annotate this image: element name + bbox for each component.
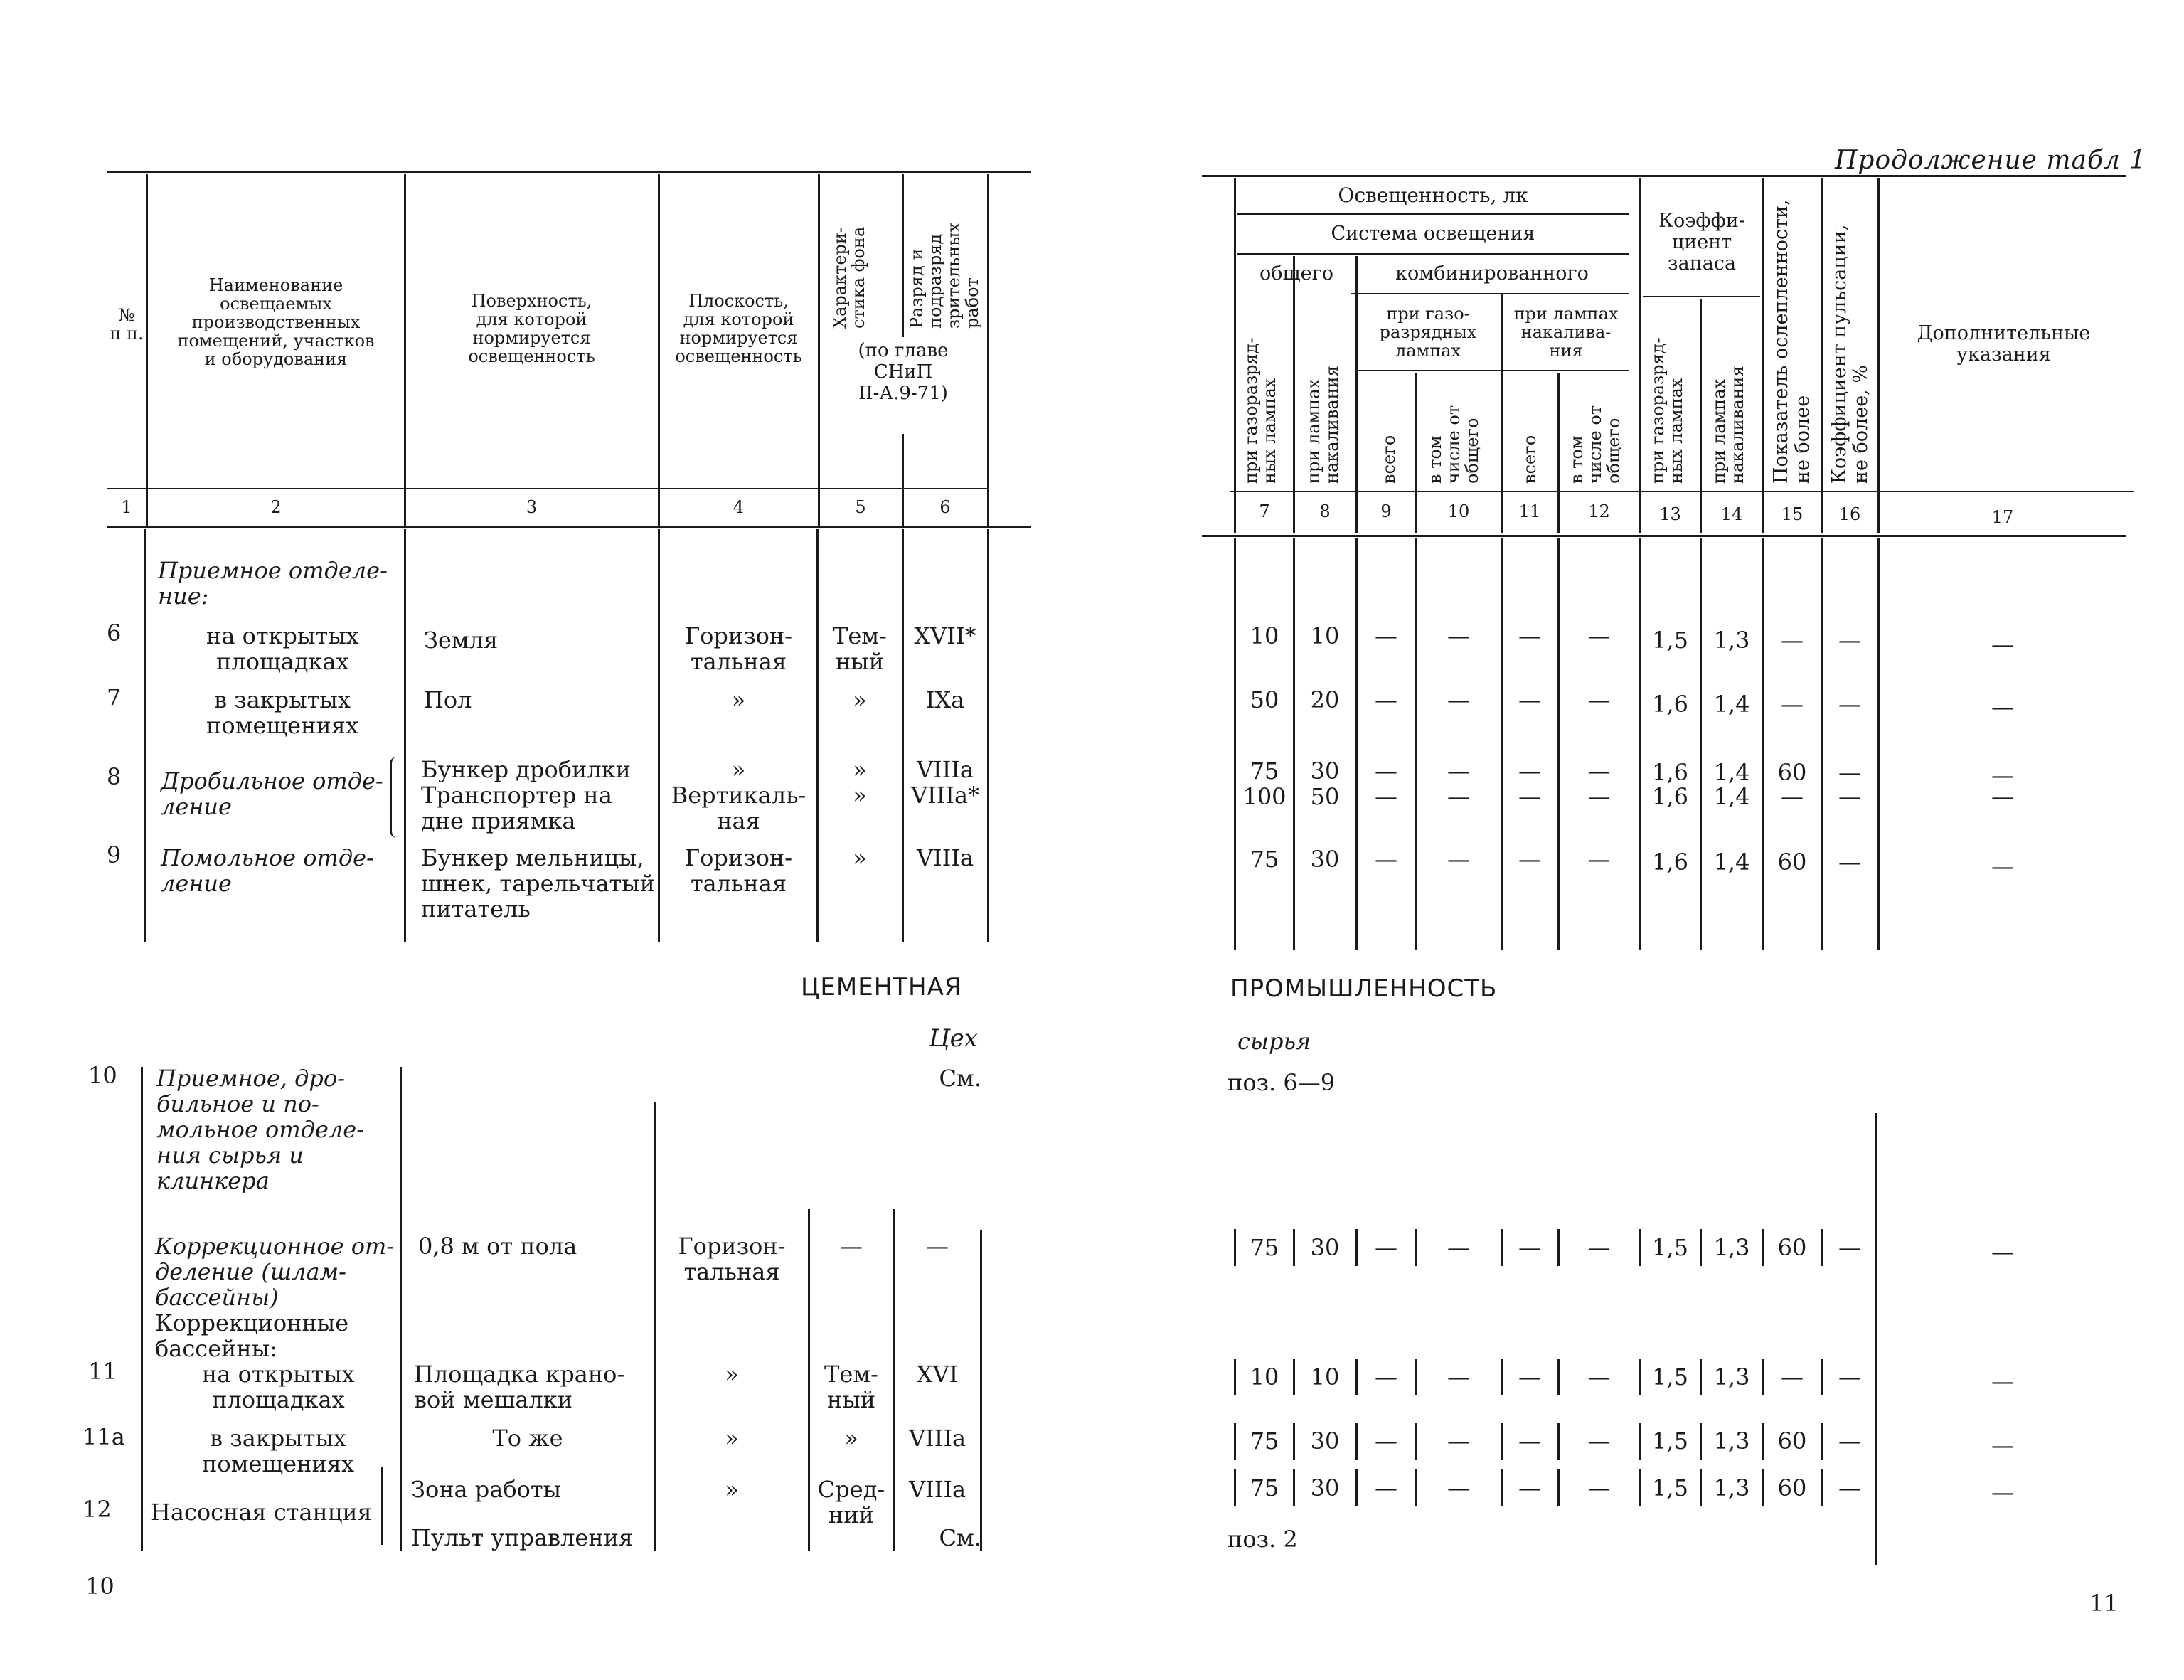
row6-c13: 1,5 — [1652, 627, 1688, 654]
row11a-surface: То же — [492, 1425, 563, 1452]
row9-c15: 60 — [1777, 849, 1807, 876]
row8a-c15: 60 — [1777, 759, 1807, 786]
row12-grade: VIIIa — [908, 1476, 966, 1503]
row9-c7: 75 — [1250, 846, 1279, 873]
row6-c10: — — [1447, 622, 1470, 649]
body-vline — [1821, 538, 1823, 950]
body-vline — [1639, 538, 1641, 950]
row6-c8: 10 — [1310, 622, 1340, 649]
row10-num: 10 — [88, 1062, 117, 1089]
colnum-3: 3 — [526, 497, 538, 517]
r12-cell-7: 75 — [1250, 1474, 1279, 1501]
header-c15: Показатель ослепленности, не более — [1770, 199, 1813, 484]
row7-c12: — — [1587, 686, 1611, 713]
row6-c9: — — [1375, 622, 1397, 649]
r11-cell-10: — — [1447, 1363, 1470, 1391]
row6-surface: Земля — [424, 627, 499, 654]
row8b-c12: — — [1587, 783, 1611, 810]
corr-bg: — — [840, 1233, 863, 1260]
colnum-9: 9 — [1380, 501, 1392, 521]
r11-cell-11: — — [1518, 1363, 1541, 1391]
row8a-c13: 1,6 — [1652, 759, 1688, 786]
r11a-cell-10: — — [1447, 1428, 1470, 1455]
corr-grade: — — [926, 1233, 949, 1260]
row8-plane2: Вертикаль- ная — [671, 782, 806, 834]
header-col2: Наименование освещаемых производственных помещений, участков и оборудования — [177, 275, 375, 369]
row11-surface: Площадка крано- вой мешалки — [414, 1361, 625, 1413]
row7-c7: 50 — [1250, 686, 1279, 713]
row8b-c10: — — [1447, 783, 1470, 810]
shop-left: Цех — [929, 1024, 978, 1053]
body-vline — [144, 529, 146, 942]
right-header-vline — [1762, 178, 1764, 533]
row7-name: в закрытых помещениях — [206, 686, 358, 739]
row9-c12: — — [1587, 846, 1611, 873]
industry-left: ЦЕМЕНТНАЯ — [801, 973, 962, 1001]
colnum-15: 15 — [1781, 504, 1804, 524]
row6-c14: 1,3 — [1713, 627, 1750, 654]
row6-c11: — — [1518, 622, 1541, 649]
right-header-vline — [1234, 178, 1236, 533]
row11-plane: » — [725, 1361, 739, 1388]
r11-cell-15: — — [1781, 1363, 1804, 1391]
row9-bg: » — [853, 844, 867, 871]
row12-num: 12 — [82, 1496, 112, 1523]
body-vline — [1700, 538, 1702, 950]
row8-plane1: » — [731, 756, 746, 783]
row7-c9: — — [1375, 686, 1397, 713]
body-vline — [980, 1230, 982, 1551]
row9-surface: Бункер мельницы, шнек, тарельчатый питатель — [421, 844, 656, 923]
right-header-vline — [1355, 256, 1358, 533]
colnum-11: 11 — [1518, 501, 1541, 521]
row9-c16: — — [1838, 849, 1861, 876]
r11a-cell-15: 60 — [1777, 1428, 1807, 1455]
r11a-cell-16: — — [1838, 1428, 1861, 1455]
row8a-c17: — — [1991, 762, 2014, 789]
colnum-16: 16 — [1838, 504, 1861, 524]
corr-cell-15: 60 — [1777, 1234, 1807, 1261]
header-rule — [1358, 370, 1629, 371]
body-vline — [1762, 538, 1764, 950]
row8-name: Дробильное отде- ление — [161, 767, 383, 820]
row8a-c7: 75 — [1250, 757, 1279, 785]
industry-right: ПРОМЫШЛЕННОСТЬ — [1230, 974, 1498, 1003]
r11a-cell-14: 1,3 — [1713, 1428, 1750, 1455]
colnum-17: 17 — [1991, 507, 2014, 527]
continuation-label: Продолжение табл 1 — [1835, 146, 2147, 175]
r11-cell-8: 10 — [1310, 1363, 1340, 1391]
row9-c11: — — [1518, 846, 1541, 873]
row9-c17: — — [1991, 853, 2014, 880]
row8b-c13: 1,6 — [1652, 783, 1688, 810]
row6-c17: — — [1991, 631, 2014, 658]
right-header-vline — [1700, 299, 1702, 533]
r12-cell-14: 1,3 — [1713, 1474, 1750, 1501]
r11a-cell-17: — — [1991, 1432, 2014, 1459]
body-vline — [1501, 538, 1503, 950]
r12-cell-17: — — [1991, 1479, 2014, 1506]
row7-c11: — — [1518, 686, 1541, 713]
colnum-7: 7 — [1259, 501, 1270, 521]
row7-grade: IXa — [925, 686, 965, 713]
left-header-vline — [987, 174, 989, 526]
r11-cell-12: — — [1587, 1363, 1611, 1391]
row7-surface: Пол — [424, 686, 472, 713]
header-illuminance: Освещенность, лк — [1338, 184, 1528, 207]
row9-c13: 1,6 — [1652, 849, 1688, 876]
row11-grade: XVI — [916, 1361, 959, 1388]
r12-cell-8: 30 — [1310, 1474, 1340, 1501]
row8a-c12: — — [1587, 757, 1611, 785]
row8-surface1: Бункер дробилки — [421, 756, 631, 783]
header-col6: Разряд и подразряд зрительных работ — [907, 223, 982, 329]
row9-c8: 30 — [1310, 846, 1340, 873]
body-vline — [1557, 538, 1560, 950]
header-rule — [1237, 253, 1629, 255]
row6-c16: — — [1838, 627, 1861, 654]
header-c9: всего — [1379, 435, 1399, 484]
header-c7: при газоразряд- ных лампах — [1241, 337, 1279, 484]
row11a-num: 11а — [82, 1423, 125, 1450]
row12-surface2: Пульт управления — [411, 1524, 634, 1551]
section-title-receiving: Приемное отделе- ние: — [158, 557, 388, 610]
row8-brace — [390, 757, 400, 838]
row8-grade1: VIIIa — [916, 756, 974, 783]
body-vline — [1234, 538, 1236, 950]
row8-bg2: » — [853, 782, 867, 809]
row7-plane: » — [731, 686, 746, 713]
r11-cell-9: — — [1375, 1363, 1397, 1391]
colnum-6: 6 — [939, 497, 951, 517]
body-vline — [404, 529, 406, 942]
page-number-left: 10 — [85, 1573, 114, 1600]
row10-name: Приемное, дро- бильное и по- мольное отделе- ния сырья и клинкера — [156, 1065, 364, 1194]
left-header-numbers-rule — [107, 526, 1031, 528]
row9-c14: 1,4 — [1713, 849, 1750, 876]
row12-name: Насосная станция — [151, 1499, 372, 1526]
row8b-c8: 50 — [1310, 783, 1340, 810]
row9-grade: VIIIa — [916, 844, 974, 871]
row8a-c16: — — [1838, 759, 1861, 786]
header-gas: при газо- разрядных лампах — [1379, 304, 1477, 361]
header-general: общего — [1259, 262, 1333, 285]
header-c10: в том числе от общего — [1425, 405, 1482, 484]
row11-num: 11 — [88, 1358, 117, 1385]
header-c8: при лампах накаливания — [1304, 366, 1342, 484]
row10-see: См. — [939, 1065, 981, 1092]
colnum-5: 5 — [855, 497, 866, 517]
r11-cell-14: 1,3 — [1713, 1363, 1750, 1391]
row8b-c17: — — [1991, 783, 2014, 810]
body-vline — [400, 1067, 402, 1551]
row8b-c15: — — [1781, 783, 1804, 810]
colnum-1: 1 — [121, 497, 132, 517]
corr-surface: 0,8 м от пола — [418, 1233, 577, 1260]
corr-cell-16: — — [1838, 1234, 1861, 1261]
row11-bg: Тем- ный — [824, 1361, 878, 1413]
corr-cell-11: — — [1518, 1234, 1541, 1261]
r12-cell-16: — — [1838, 1474, 1861, 1501]
corr-cell-9: — — [1375, 1234, 1397, 1261]
colnum-4: 4 — [733, 497, 745, 517]
header-col5: Характери- стика фона — [830, 226, 868, 329]
r12-cell-10: — — [1447, 1474, 1470, 1501]
row9-c10: — — [1447, 846, 1470, 873]
row6-name: на открытых площадках — [206, 622, 359, 675]
r11a-cell-8: 30 — [1310, 1428, 1340, 1455]
row8a-c14: 1,4 — [1713, 759, 1750, 786]
r12-cell-11: — — [1518, 1474, 1541, 1501]
header-col3: Поверхность, для которой нормируется освещенность — [468, 291, 595, 366]
corr-cell-7: 75 — [1250, 1234, 1279, 1261]
row7-c17: — — [1991, 693, 2014, 721]
corr-name: Коррекционное от- деление (шлам- бассейны) — [155, 1233, 395, 1311]
header-col4: Плоскость, для которой нормируется освещенность — [675, 291, 802, 366]
row10-ref: поз. 6—9 — [1227, 1069, 1336, 1096]
page-number-right: 11 — [2089, 1590, 2119, 1617]
right-header-vline — [1821, 178, 1823, 533]
row12-bg: Сред- ний — [817, 1476, 885, 1529]
row11-name: на открытых площадках — [202, 1361, 355, 1413]
row7-num: 7 — [107, 684, 122, 711]
row8a-c11: — — [1518, 757, 1541, 785]
r12-cell-13: 1,5 — [1652, 1474, 1688, 1501]
header-c12: в том числе от общего — [1567, 405, 1624, 484]
row8a-c10: — — [1447, 757, 1470, 785]
header-coef: Коэффи- циент запаса — [1658, 210, 1745, 275]
row12-surface1: Зона работы — [411, 1476, 562, 1503]
header-inc: при лампах накалива- ния — [1513, 304, 1619, 361]
row6-c12: — — [1587, 622, 1611, 649]
row7-c14: 1,4 — [1713, 691, 1750, 718]
header-c13: при газоразряд- ных лампах — [1648, 337, 1686, 484]
body-vline — [1293, 538, 1295, 950]
header-rule — [1351, 293, 1629, 294]
r12-cell-12: — — [1587, 1474, 1611, 1501]
row12-see: См. — [939, 1524, 981, 1551]
row12-plane: » — [725, 1476, 739, 1503]
r11-cell-17: — — [1991, 1368, 2014, 1395]
colnum-2: 2 — [270, 497, 282, 517]
row11a-name: в закрытых помещениях — [202, 1425, 354, 1477]
body-vline — [1877, 538, 1880, 950]
r11a-cell-12: — — [1587, 1428, 1611, 1455]
colnum-14: 14 — [1720, 504, 1743, 524]
right-header-vline — [1293, 256, 1295, 533]
header-col56-note: (по главе СНиП II-А.9-71) — [858, 340, 949, 404]
row11a-plane: » — [725, 1425, 739, 1452]
row12-ref: поз. 2 — [1227, 1526, 1298, 1553]
row8-num: 8 — [107, 763, 122, 790]
corr-plane: Горизон- тальная — [678, 1233, 786, 1285]
row8a-c8: 30 — [1310, 757, 1340, 785]
left-header-bottom-rule — [107, 488, 989, 489]
colnum-10: 10 — [1447, 501, 1470, 521]
body-vline — [141, 1067, 143, 1551]
header-rule — [1237, 213, 1629, 215]
row8b-c7: 100 — [1242, 783, 1287, 810]
colnum-8: 8 — [1319, 501, 1331, 521]
header-c14: при лампах накаливания — [1709, 366, 1747, 484]
row7-c8: 20 — [1310, 686, 1340, 713]
colnum-12: 12 — [1588, 501, 1610, 521]
row6-c7: 10 — [1250, 622, 1279, 649]
right-header-vline — [1877, 178, 1880, 533]
row8-bg1: » — [853, 756, 867, 783]
header-rule — [1643, 296, 1760, 297]
r11a-cell-7: 75 — [1250, 1428, 1279, 1455]
corr-cell-10: — — [1447, 1234, 1470, 1261]
r11a-cell-9: — — [1375, 1428, 1397, 1455]
row6-plane: Горизон- тальная — [684, 622, 793, 675]
header-combined: комбинированного — [1395, 262, 1589, 285]
body-vline — [1355, 538, 1358, 950]
row8-surface2: Транспортер на дне приямка — [421, 782, 612, 834]
row7-c13: 1,6 — [1652, 691, 1688, 718]
left-header-vline — [902, 174, 904, 337]
right-header-numbers-rule — [1202, 535, 2126, 537]
basins-label: Коррекционные бассейны: — [155, 1309, 349, 1362]
row8-grade2: VIIIa* — [910, 782, 980, 809]
r12-cell-9: — — [1375, 1474, 1397, 1501]
row6-c15: — — [1781, 627, 1804, 654]
corr-cell-12: — — [1587, 1234, 1611, 1261]
row9-plane: Горизон- тальная — [684, 844, 793, 897]
row7-c10: — — [1447, 686, 1470, 713]
body-vline — [1415, 538, 1417, 950]
row6-bg: Тем- ный — [833, 622, 887, 675]
colnum-13: 13 — [1659, 504, 1681, 524]
row11a-bg: » — [844, 1425, 858, 1452]
header-rule — [1230, 491, 2134, 492]
row8b-c9: — — [1375, 783, 1397, 810]
shop-right: сырья — [1237, 1028, 1311, 1055]
body-vline — [987, 529, 989, 942]
row9-c9: — — [1375, 846, 1397, 873]
r12-cell-15: 60 — [1777, 1474, 1807, 1501]
header-c11: всего — [1520, 435, 1540, 484]
row6-num: 6 — [107, 620, 122, 647]
left-top-rule — [107, 171, 1031, 173]
header-c17: Дополнительные указания — [1917, 322, 2091, 366]
row9-name: Помольное отде- ление — [161, 844, 374, 897]
row7-bg: » — [853, 686, 867, 713]
r11-cell-7: 10 — [1250, 1363, 1279, 1391]
corr-cell-13: 1,5 — [1652, 1234, 1688, 1261]
r11-cell-16: — — [1838, 1363, 1861, 1391]
header-system: Система освещения — [1331, 223, 1535, 245]
right-top-rule — [1202, 175, 2126, 177]
r11-cell-13: 1,5 — [1652, 1363, 1688, 1391]
header-c16: Коэффициент пульсации, не более, % — [1828, 224, 1872, 484]
row6-grade: XVII* — [914, 622, 976, 649]
header-num: № п п. — [110, 305, 144, 344]
row8b-c16: — — [1838, 783, 1861, 810]
row7-c16: — — [1838, 691, 1861, 718]
row11a-grade: VIIIa — [908, 1425, 966, 1452]
row8b-c11: — — [1518, 783, 1541, 810]
corr-cell-8: 30 — [1310, 1234, 1340, 1261]
corr-cell-17: — — [1991, 1238, 2014, 1265]
row8a-c9: — — [1375, 757, 1397, 785]
row7-c15: — — [1781, 691, 1804, 718]
corr-cell-14: 1,3 — [1713, 1234, 1750, 1261]
r11a-cell-13: 1,5 — [1652, 1428, 1688, 1455]
row12-brace — [375, 1467, 383, 1545]
r11a-cell-11: — — [1518, 1428, 1541, 1455]
body-vline — [902, 529, 904, 942]
row9-num: 9 — [107, 841, 122, 868]
row8b-c14: 1,4 — [1713, 783, 1750, 810]
